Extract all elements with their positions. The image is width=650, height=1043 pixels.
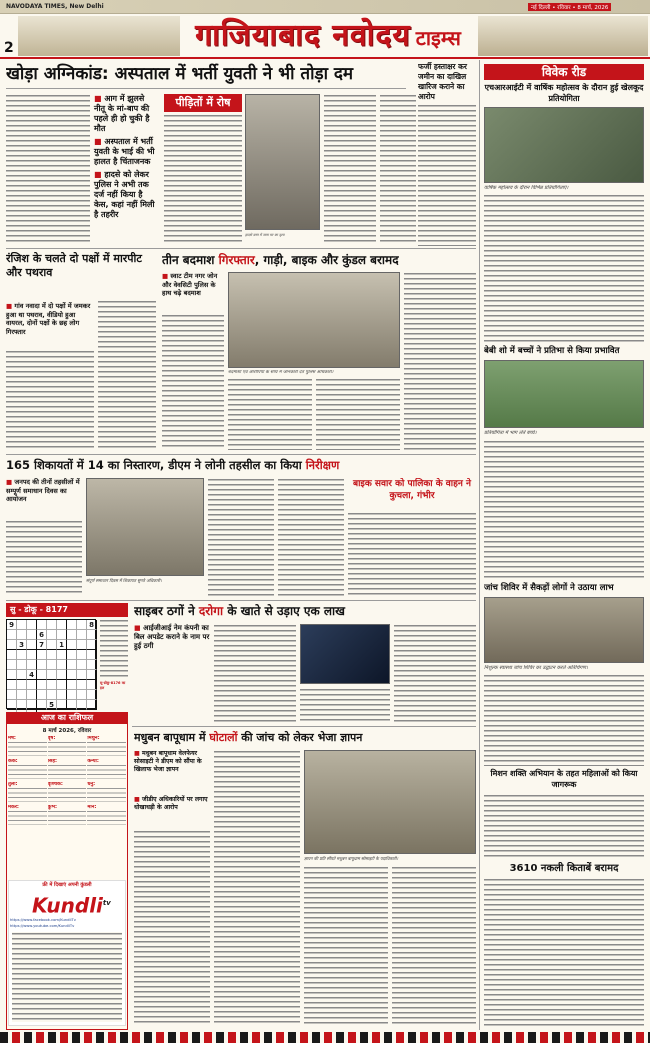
lead-photo [245,94,320,230]
lead-col-3 [164,114,242,242]
horoscope-sign [48,782,87,804]
sudoku-cell [57,700,67,710]
sudoku-cell [17,680,27,690]
sudoku-cell [67,650,77,660]
sudoku-cell [47,660,57,670]
horoscope-sign-name: वृष: [47,736,56,741]
column-divider [479,60,480,1030]
sudoku-cell [57,680,67,690]
sudoku-instructions [100,619,128,679]
story2-headline: रंजिश के चलते दो पक्षों में मारपीट और पथराव [6,252,142,279]
sudoku-cell [87,640,97,650]
sudoku-cell [77,620,87,630]
right-photo-3 [484,597,644,663]
horoscope-sign [87,782,126,804]
sudoku-cell [17,650,27,660]
top-right-date: नई दिल्ली • रविवार • 8 मार्च, 2026 [528,3,611,11]
right-col-text-2 [484,440,644,580]
lead-photo-caption: हादसे ग्रस्त में जला घर का दृश्य [245,233,285,237]
sudoku-grid [6,619,96,709]
sudoku-cell [17,670,27,680]
story4-bullet: ■ जनपद की तीनों तहसीलों में सम्पूर्ण समाधान दिवस का आयोजन [6,478,80,503]
sudoku-cell [57,620,67,630]
story3-photo-caption: बदमाशों एवं आरोपियों के साथ में जानकारी देते पुलिस अधिकारी। [228,370,334,375]
lead-bullet-3: ■ हादसे को लेकर पुलिस ने अभी तक दर्ज नहीं किया है केस, कहां नहीं मिली है तहरीर [94,170,155,219]
top-left-label: NAVODAYA TIMES, New Delhi [6,3,104,10]
sudoku-cell [37,700,47,710]
sudoku-cell [47,670,57,680]
kundli-url-1[interactable]: https://www.facebook.com/KundliTv [10,918,76,922]
sudoku-cell [27,680,37,690]
sudoku-cell [57,670,67,680]
cyber-bullet: ■ आईजीआई नेम कंपनी का बिल अपडेट कराने के नाम पर हुई ठगी [134,624,210,650]
cyber-photo [300,624,390,684]
sudoku-cell [77,630,87,640]
sudoku-cell [47,650,57,660]
lead-col-6 [380,94,416,242]
right-col-text-5 [484,878,644,1028]
horoscope-sign-name: सिंह: [47,759,57,764]
cyber-col-1 [214,624,296,722]
sudoku-cell [67,630,77,640]
sudoku-cell [7,660,17,670]
madhuban-photo-caption: ज्ञापन की प्रति सौंपते मधुबन बापूधाम सोसाइटी के पदाधिकारी। [304,856,399,861]
lead-headline: खोड़ा अग्निकांड: अस्पताल में भर्ती युवती ने भी तोड़ा दम [6,64,354,84]
sudoku-cell [77,680,87,690]
sudoku-cell [57,660,67,670]
horoscope-sign-name: मकर: [8,805,19,810]
horoscope-sign-name: मेष: [8,736,16,741]
masthead-rule [0,57,650,59]
story3-photo [228,272,400,368]
masthead-title-suffix: टाइम्स [415,26,461,50]
right-headline-2: बेबी शो में बच्चों ने प्रतिभा से किया प्रभावित [484,346,620,356]
sudoku-cell [57,690,67,700]
horoscope-sign [87,736,126,758]
cyber-headline: साइबर ठगों ने दरोगा के खाते से उड़ाए एक लाख [134,604,345,618]
horoscope-sign-name: कन्या: [87,759,99,764]
story3-col-4 [404,272,476,450]
madhuban-col-2 [214,750,300,1026]
sudoku-cell [27,620,37,630]
page-number: 2 [4,40,14,56]
story3-col-3 [316,378,400,450]
sudoku-cell [87,660,97,670]
madhuban-col-3 [304,866,388,1026]
right-col-text-4 [484,794,644,860]
horoscope-sign-name: कर्क: [8,759,18,764]
sudoku-cell [7,690,17,700]
right-section-label: विवेक रीड [484,64,644,80]
lead-bullet-box [94,94,156,242]
madhuban-photo [304,750,476,854]
sudoku-cell [27,660,37,670]
sudoku-label: सु - डोकू - 8177 [6,603,128,617]
right-headline-4: मिशन शक्ति अभियान के तहत महिलाओं को किया जागरूक [490,769,638,789]
sudoku-cell [7,700,17,710]
right-photo-1-caption: वार्षिक महोत्सव के दौरान विभिन्न प्रतियोगिताएं। [484,185,569,191]
story3-col-1 [162,314,224,450]
horoscope-sign-name: धनु: [87,782,96,787]
sudoku-cell [27,690,37,700]
story4-photo [86,478,204,576]
sudoku-cell [47,680,57,690]
story3-col-2 [228,378,312,450]
sudoku-cell [67,670,77,680]
madhuban-col-1 [134,830,210,1026]
sudoku-cell [67,620,77,630]
right-photo-2 [484,360,644,428]
sudoku-cell: 7 [37,640,47,650]
side-top-col [418,104,476,246]
masthead-skyline-right [478,16,648,56]
sudoku-cell: 6 [37,630,47,640]
kundli-tagline: फ्री में दिखाएं अपनी कुंडली [42,882,92,888]
cyber-col-3 [394,624,476,722]
sudoku-cell [7,650,17,660]
sudoku-cell [37,690,47,700]
sudoku-cell [27,700,37,710]
sudoku-cell [47,630,57,640]
horoscope-sign [8,805,47,827]
sudoku-cell [37,620,47,630]
sudoku-cell [67,700,77,710]
bottom-strip [0,1032,650,1043]
story2-bullet: ■ गांव नवादा में दो पक्षों में जमकर हुआ था पथराव, वीडियो हुआ वायरल, दोनों पक्षों के छह लोग गिरफ्तार [6,302,91,336]
sudoku-cell: 4 [27,670,37,680]
sudoku-cell: 5 [47,700,57,710]
madhuban-bullet-2: ■ जीडीए अधिकारियों पर लगाए धोखाधड़ी के आरोप [134,796,208,811]
horoscope-sign [48,759,87,781]
bike-headline: बाइक सवार को पालिका के वाहन ने कुचला, गंभीर [352,479,472,501]
masthead-title-hindi: गाजियाबाद नवोदय [195,18,411,53]
horoscope-sign [8,759,47,781]
sudoku-cell: 3 [17,640,27,650]
sudoku-cell [57,630,67,640]
lead-col-1 [6,94,90,244]
lead-bullet-1: ■ आग में झुलसे नीतू के मां-बाप की पहले ही हो चुकी है मौत [94,94,150,133]
horoscope-sign-name: मीन: [87,805,97,810]
sudoku-cell [77,700,87,710]
horoscope-sign [48,736,87,758]
story3-bullet: ■ स्वाट टीम नगर जोन और वेवसिटी पुलिस के हाथ चढ़े बदमाश [162,272,218,297]
horoscope-signs [8,736,126,876]
cyber-col-2 [300,688,390,722]
horoscope-sign [87,805,126,827]
story2-col-2 [98,300,156,450]
horoscope-sign [48,805,87,827]
sudoku-cell [17,660,27,670]
sudoku-cell [37,660,47,670]
horoscope-sign [8,782,47,804]
sudoku-cell [27,630,37,640]
horoscope-sign-name: कुंभ: [47,805,58,810]
lead-bullet-2: ■ अस्पताल में भर्ती युवती के भाई की भी हालत है चिंताजनक [94,137,155,166]
horoscope-sign-name: मिथुन: [87,736,100,741]
story4-col-2 [208,478,274,596]
masthead-title [168,13,488,57]
sudoku-cell: 9 [7,620,17,630]
story4-headline: 165 शिकायतों में 14 का निस्तारण, डीएम ने लोनी तहसील का किया निरीक्षण [6,458,340,472]
sudoku-cell [87,650,97,660]
right-photo-2-caption: प्रतियोगिता में भाग लेते बच्चे। [484,430,537,436]
sudoku-cell [47,690,57,700]
sudoku-cell [47,620,57,630]
horoscope-sign [8,736,47,758]
right-headline-1: एचआरआईटी में वार्षिक महोत्सव के दौरान हुई खेलकूद प्रतियोगिता [484,83,644,103]
sudoku-cell [77,660,87,670]
horoscope-title: आज का राशिफल [6,712,128,724]
sudoku-cell [17,620,27,630]
sudoku-cell [37,650,47,660]
lead-col-5 [324,94,376,242]
lead-box-title: पीड़ितों में रोष [164,94,242,112]
kundli-logo: Kundli$^{tv}$ [32,893,111,918]
side-top-headline: फर्जी हस्ताक्षर कर जमीन का दाखिल खारिज कराने का आरोप [418,62,467,101]
horoscope-sign [87,759,126,781]
story4-col-3 [278,478,344,596]
sudoku-cell [17,630,27,640]
bike-col [348,512,476,596]
sudoku-cell [37,680,47,690]
sudoku-cell [67,660,77,670]
sudoku-cell [87,690,97,700]
sudoku-cell [87,630,97,640]
sudoku-cell [67,640,77,650]
sudoku-cell [87,670,97,680]
sudoku-cell [77,640,87,650]
sudoku-cell [77,690,87,700]
sudoku-cell [27,650,37,660]
masthead-skyline-left [18,16,180,56]
sudoku-cell [77,650,87,660]
sudoku-cell: 8 [87,620,97,630]
sudoku-cell [7,670,17,680]
sudoku-cell [87,680,97,690]
sudoku-cell [37,670,47,680]
right-photo-1 [484,107,644,183]
sudoku-cell [7,680,17,690]
sudoku-cell [7,640,17,650]
sudoku-cell [7,630,17,640]
right-col-text-1 [484,194,644,342]
story4-photo-caption: संपूर्ण समाधान दिवस में शिकायत सुनते अधिकारी। [86,578,162,583]
sudoku-cell [87,700,97,710]
madhuban-bullet-1: ■ मधुबन बापूधाम वेलफेयर सोसाइटी ने डीएम को सौंपा के खिलाफ भेजा ज्ञापन [134,750,202,773]
madhuban-headline: मधुबन बापूधाम में घोटालों की जांच को लेकर भेजा ज्ञापन [134,731,363,744]
madhuban-col-4 [392,866,476,1026]
sudoku-cell [77,670,87,680]
sudoku-cell [27,640,37,650]
horoscope-sign-name: तुला: [8,782,18,787]
horoscope-sign-name: वृश्चिक: [47,782,63,787]
sudoku-cell [17,690,27,700]
right-headline-3: जांच शिविर में सैकड़ों लोगों ने उठाया लाभ [484,583,614,593]
sudoku-cell [47,640,57,650]
sudoku-cell [57,650,67,660]
sudoku-cell [17,700,27,710]
right-photo-3-caption: निशुल्क स्वास्थ्य जांच शिविर का उद्घाटन करते अतिथिगण। [484,665,588,671]
sudoku-answer-label: सु-डोकू-8176 का हल [100,681,126,690]
story2-col-1 [6,350,94,450]
sudoku-cell: 1 [57,640,67,650]
sudoku-cell [67,690,77,700]
story4-col-1 [6,520,82,596]
kundli-text [12,932,122,1022]
kundli-url-2[interactable]: https://www.youtube.com/KundliTv [10,924,75,928]
sudoku-cell [67,680,77,690]
right-col-text-3 [484,674,644,766]
story3-headline: तीन बदमाश गिरफ्तार, गाड़ी, बाइक और कुंडल बरामद [162,253,399,267]
right-headline-5: 3610 नकली किताबें बरामद [509,863,619,874]
horoscope-date: 8 मार्च 2026, रविवार [42,728,92,734]
